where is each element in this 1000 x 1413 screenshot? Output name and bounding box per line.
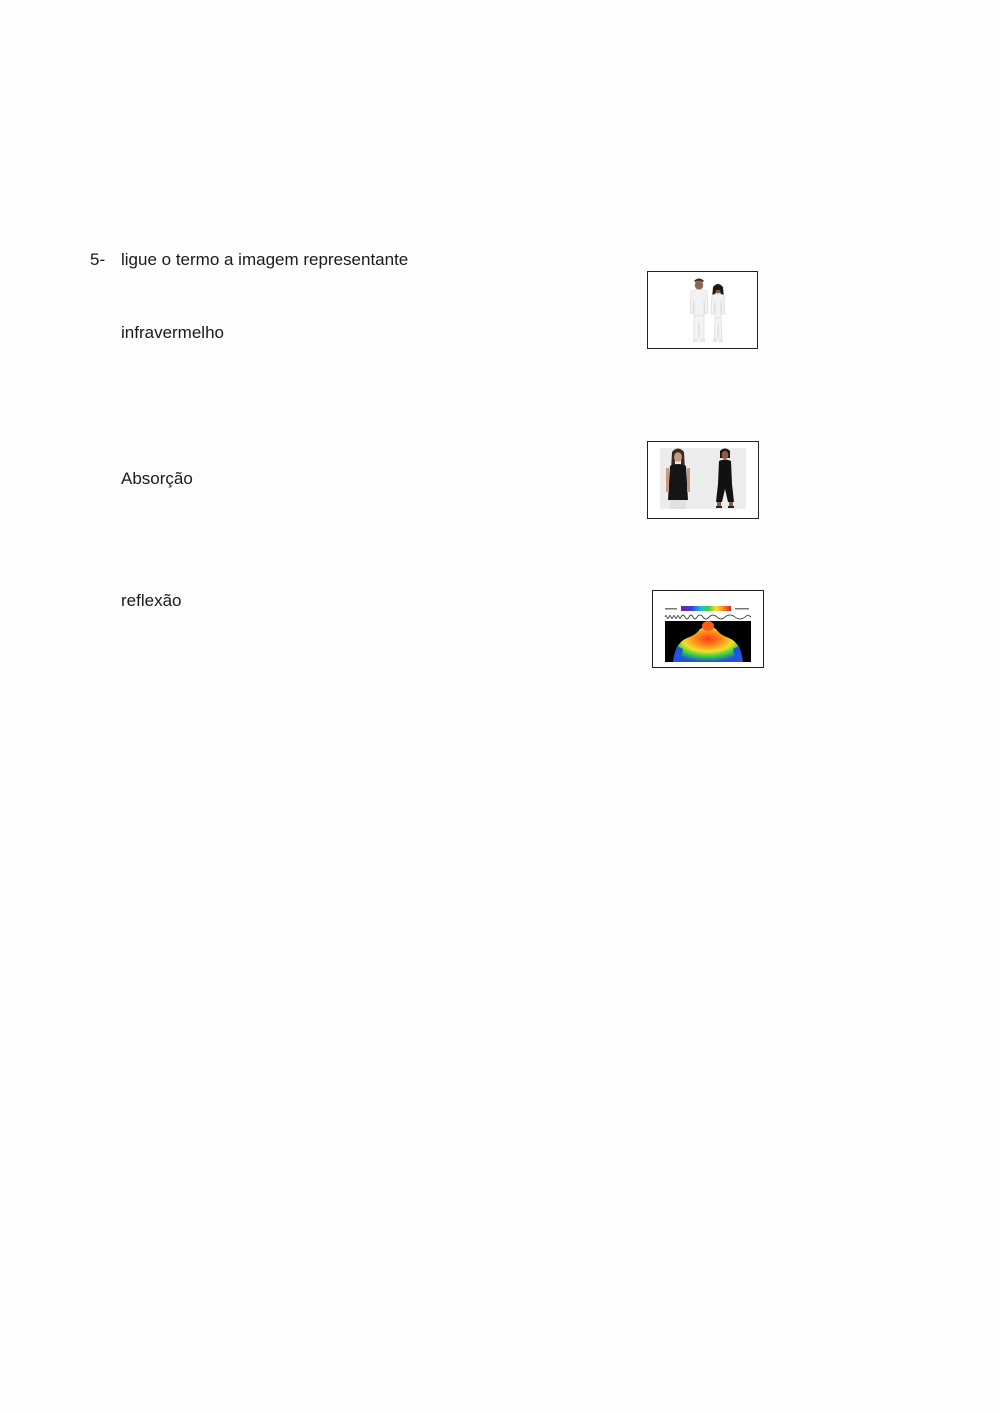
question-prompt: ligue o termo a imagem representante — [121, 250, 409, 269]
people-in-black-clothes-photo[interactable] — [647, 441, 759, 519]
question-5 — [90, 249, 408, 271]
term-absorcao[interactable]: Absorção — [121, 469, 193, 488]
black-clothes-illustration — [648, 442, 758, 518]
thermal-illustration — [653, 591, 763, 667]
term-reflexao[interactable]: reflexão — [121, 591, 182, 610]
people-in-white-clothes-photo[interactable] — [647, 271, 758, 349]
white-clothes-illustration — [648, 272, 757, 348]
thermal-infrared-body-image[interactable] — [652, 590, 764, 668]
term-infravermelho[interactable]: infravermelho — [121, 323, 224, 342]
question-number: 5- — [90, 250, 106, 269]
